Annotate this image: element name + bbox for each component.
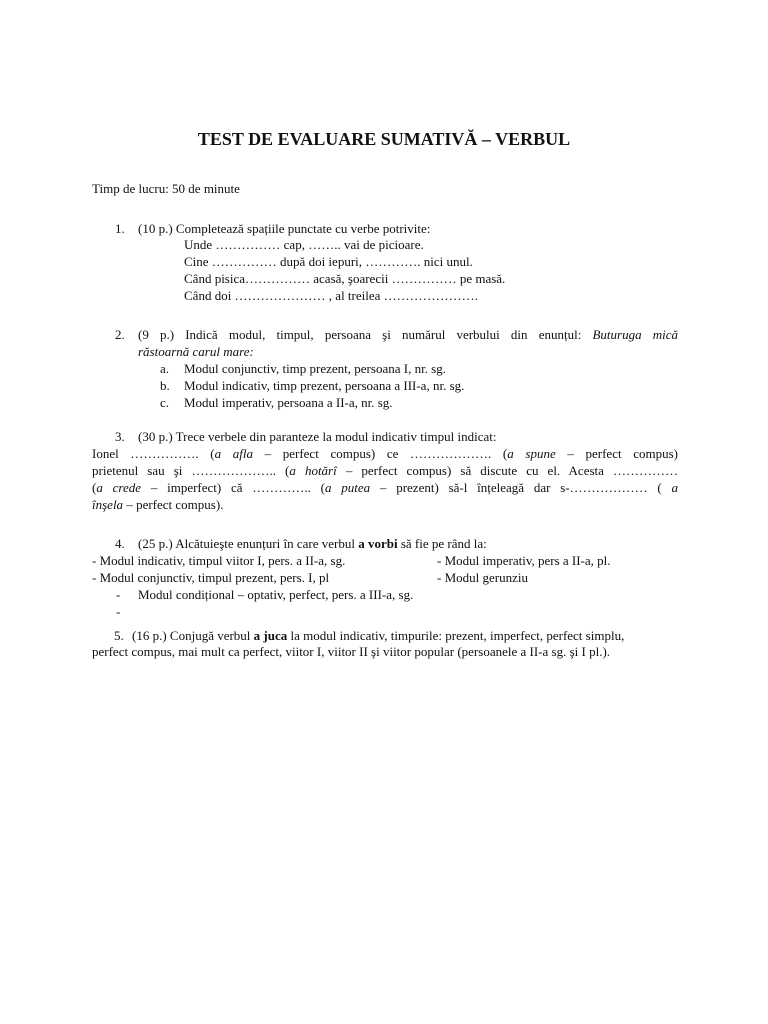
work-time: Timp de lucru: 50 de minute	[92, 181, 240, 196]
q4-verb: a vorbi	[358, 536, 398, 551]
q5-instruction-line-2: perfect compus, mai mult ca perfect, viitor I, viitor II şi viitor popular (persoanele a II-a sg. şi I pl.).	[92, 644, 611, 659]
q2-option-c: Modul imperativ, persoana a II-a, nr. sg.	[184, 395, 393, 410]
q4-case-5: Modul condițional – optativ, perfect, pers. a III-a, sg.	[138, 587, 414, 602]
q2-instruction: (9 p.) Indică modul, timpul, persoana şi numărul verbului din enunțul: Buturuga mică	[138, 327, 679, 342]
q3-number: 3.	[115, 429, 125, 444]
page-title: TEST DE EVALUARE SUMATIVĂ – VERBUL	[197, 129, 571, 149]
q3-instruction: (30 p.) Trece verbele din paranteze la modul indicativ timpul indicat:	[138, 429, 497, 444]
q4-case-1: - Modul indicativ, timpul viitor I, pers. a II-a, sg.	[92, 553, 346, 568]
q5-instruction: (16 p.) Conjugă verbul a juca la modul indicativ, timpurile: prezent, imperfect, perfect simplu,	[132, 628, 625, 643]
q4-case-3: - Modul conjunctiv, timpul prezent, pers. I, pl	[92, 570, 330, 585]
q4-empty-bullet: -	[116, 604, 121, 619]
q5-verb: a juca	[253, 628, 288, 643]
q4-instruction: (25 p.) Alcătuieşte enunțuri în care verbul a vorbi să fie pe rând la:	[138, 536, 487, 551]
q4-case-4: - Modul gerunziu	[437, 570, 528, 585]
q2-quote-part2: răstoarnă carul mare:	[138, 344, 254, 359]
q2-option-b: Modul indicativ, timp prezent, persoana a III-a, nr. sg.	[184, 378, 465, 393]
q2-quote-part1: Buturuga mică	[592, 327, 679, 342]
q3-text-line-1: Ionel ……………. (a afla – perfect compus) ce ………………. (a spune – perfect compus)	[92, 446, 678, 461]
q2-option-label-a: a.	[160, 361, 170, 376]
q3-text-line-2: prietenul sau şi ……………….. (a hotărî – perfect compus) să discute cu el. Acesta ……………	[92, 463, 678, 478]
q2-number: 2.	[115, 327, 125, 342]
q1-proverb-2: Cine …………… după doi iepuri, …………. nici unul.	[184, 254, 473, 269]
q4-case-2: - Modul imperativ, pers a II-a, pl.	[437, 553, 611, 568]
q1-proverb-3: Când pisica…………… acasă, şoarecii …………… pe masă.	[184, 271, 506, 286]
q4-case-5-bullet: -	[116, 587, 121, 602]
q1-proverb-4: Când doi ………………… , al treilea ………………….	[184, 288, 478, 303]
q3-text-line-4: înşela – perfect compus).	[92, 497, 224, 512]
q1-number: 1.	[115, 221, 125, 236]
q1-instruction: (10 p.) Completează spațiile punctate cu verbe potrivite:	[138, 221, 431, 236]
q2-option-a: Modul conjunctiv, timp prezent, persoana I, nr. sg.	[184, 361, 446, 376]
q2-option-label-c: c.	[160, 395, 170, 410]
q4-number: 4.	[115, 536, 125, 551]
q1-proverb-1: Unde …………… cap, …….. vai de picioare.	[184, 237, 424, 252]
q5-number: 5.	[114, 628, 124, 643]
q3-text-line-3: (a crede – imperfect) că ………….. (a putea – prezent) să-l înțeleagă dar s-……………… ( a	[92, 480, 679, 495]
q2-option-label-b: b.	[160, 378, 170, 393]
